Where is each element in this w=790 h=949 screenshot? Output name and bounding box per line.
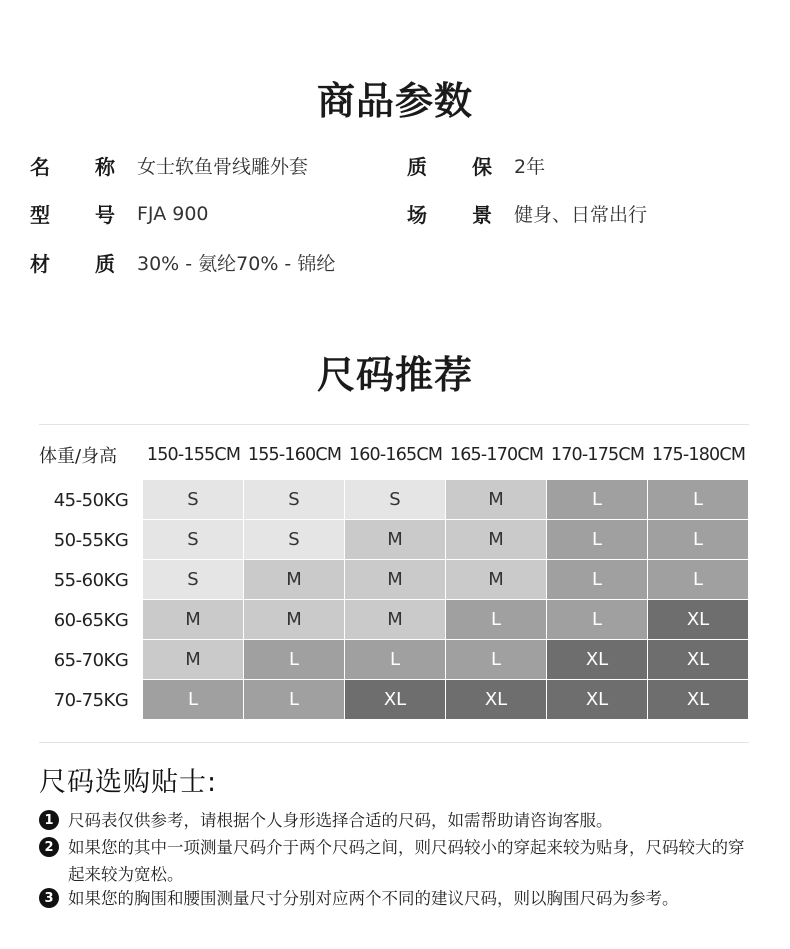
size-cell: M [446,480,546,519]
height-column: 155-160CM [247,445,342,465]
size-cell: M [446,560,546,599]
size-cell: M [446,520,546,559]
weight-label: 50-55KG [53,529,129,551]
height-column: 150-155CM [146,445,241,465]
tip-number-badge: 1 [39,810,59,830]
size-row [39,640,749,680]
divider [39,742,749,743]
weight-label: 60-65KG [53,609,129,631]
size-cell: L [244,640,344,679]
param-value: 2年 [514,156,546,178]
tip-number-badge: 2 [39,837,59,857]
size-cell: M [345,520,445,559]
divider [39,424,749,425]
size-cell: L [244,680,344,719]
param-key-char: 质 [95,252,115,276]
param-key-char: 场 [407,203,427,227]
size-cell: M [244,600,344,639]
size-cell: L [547,520,647,559]
size-cell: XL [345,680,445,719]
size-cell: S [244,480,344,519]
size-cell: L [446,600,546,639]
param-scene [407,199,647,228]
param-key-char: 号 [95,203,115,227]
corner-label: 体重/身高 [39,446,118,467]
size-cell: L [547,560,647,599]
size-cell: S [244,520,344,559]
size-row [39,600,749,640]
size-row [39,560,749,600]
param-name [30,151,308,180]
param-value: 30% - 氨纶70% - 锦纶 [137,253,336,275]
param-warranty [407,151,545,180]
size-table-header [39,430,749,480]
tip-number-badge: 3 [39,888,59,908]
param-key-char: 景 [472,203,492,227]
tip-item [39,885,751,912]
param-key-char: 质 [407,155,427,179]
size-row [39,680,749,720]
size-cell: M [143,640,243,679]
size-cell: L [143,680,243,719]
param-key-char: 型 [30,203,50,227]
size-cell: XL [648,600,748,639]
tip-item [39,834,751,888]
size-table [39,430,749,720]
param-key-char: 保 [472,155,492,179]
param-key-char: 称 [95,155,115,179]
size-cell: XL [648,680,748,719]
height-column: 170-175CM [550,445,645,465]
param-material [30,248,335,277]
size-cell: S [143,480,243,519]
size-title: 尺码推荐 [316,353,473,397]
size-cell: L [446,640,546,679]
param-value: 女士软鱼骨线雕外套 [137,156,309,178]
size-cell: S [143,520,243,559]
tip-text: 如果您的胸围和腰围测量尺寸分别对应两个不同的建议尺码，则以胸围尺码为参考。 [68,889,679,908]
size-cell: L [648,560,748,599]
height-column: 175-180CM [651,445,746,465]
size-cell: S [345,480,445,519]
size-cell: XL [547,680,647,719]
size-cell: XL [547,640,647,679]
size-cell: L [648,520,748,559]
param-model [30,199,209,228]
param-value: 健身、日常出行 [514,204,648,226]
param-key-char: 名 [30,155,50,179]
tip-item [39,807,751,834]
size-cell: L [345,640,445,679]
size-cell: L [648,480,748,519]
height-column: 160-165CM [348,445,443,465]
size-cell: M [345,560,445,599]
weight-label: 45-50KG [53,489,129,511]
tip-text: 如果您的其中一项测量尺码介于两个尺码之间，则尺码较小的穿起来较为贴身，尺码较大的穿起来较为宽松。 [68,838,745,884]
tip-text: 尺码表仅供参考，请根据个人身形选择合适的尺码，如需帮助请咨询客服。 [68,811,613,830]
tips-title: 尺码选购贴士: [39,767,218,798]
size-table-body [39,480,749,720]
size-cell: M [244,560,344,599]
size-cell: L [547,600,647,639]
size-cell: M [143,600,243,639]
height-column: 165-170CM [449,445,544,465]
size-row [39,520,749,560]
params-title: 商品参数 [316,79,473,123]
size-cell: S [143,560,243,599]
weight-label: 65-70KG [53,649,129,671]
param-value: FJA 900 [137,202,209,225]
size-cell: M [345,600,445,639]
size-cell: L [547,480,647,519]
param-key-char: 材 [30,252,50,276]
size-cell: XL [446,680,546,719]
weight-label: 70-75KG [53,689,129,711]
size-cell: XL [648,640,748,679]
weight-label: 55-60KG [53,569,129,591]
size-row [39,480,749,520]
